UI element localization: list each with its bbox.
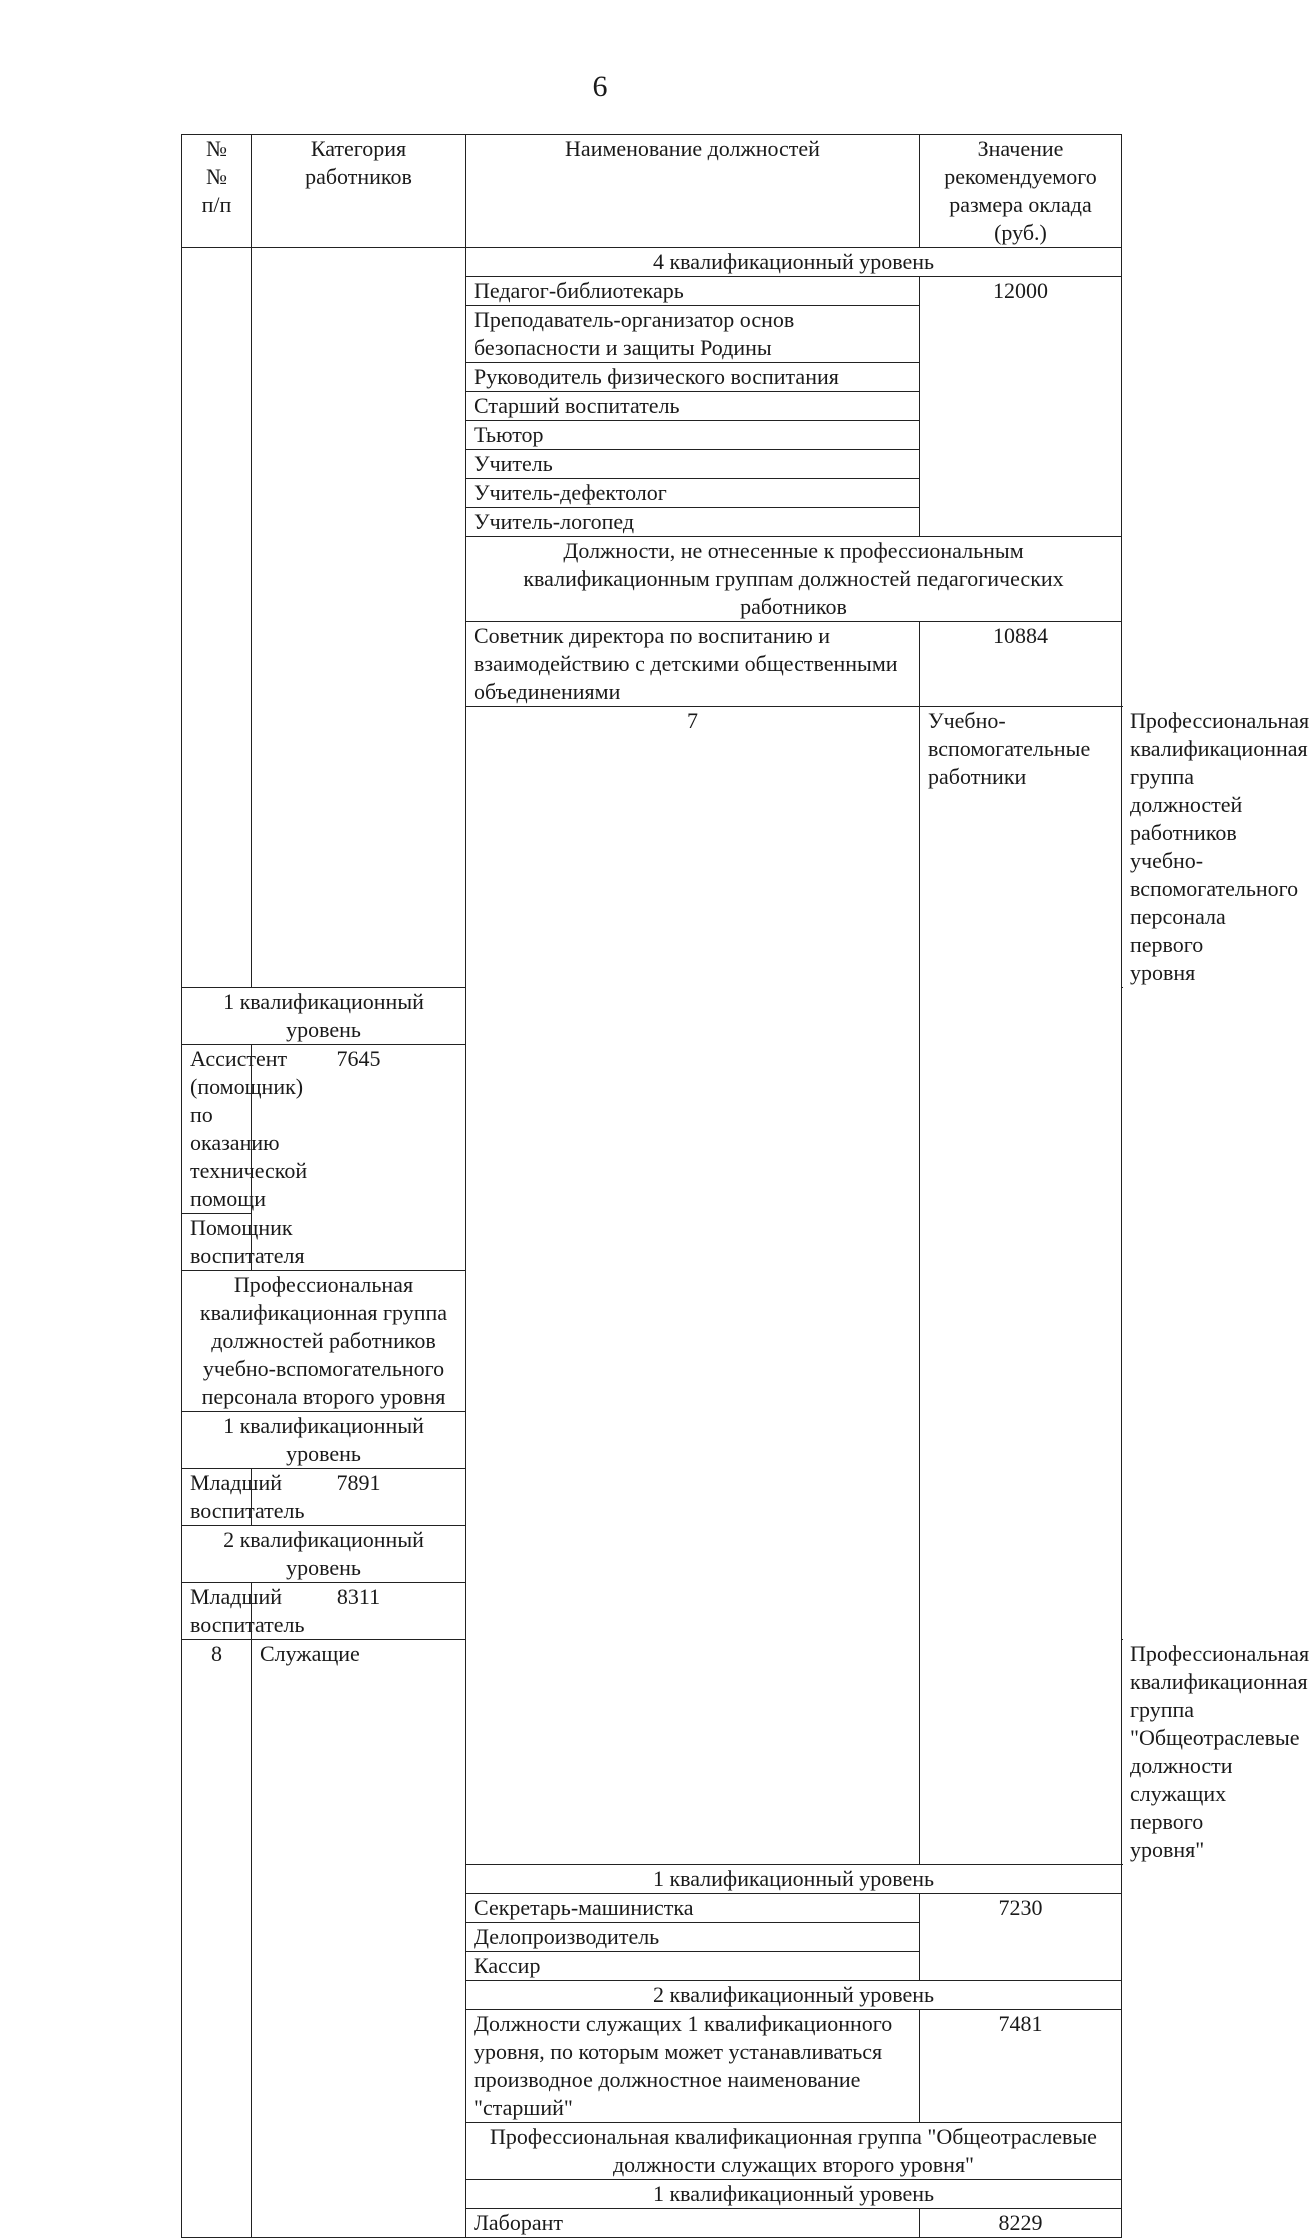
salary-cell: 7230 — [920, 1894, 1122, 1981]
position-cell: Преподаватель-организатор основ безопасности и защиты Родины — [466, 306, 920, 363]
qualification-level: 1 квалификационный уровень — [182, 1412, 466, 1469]
position-cell: Секретарь-машинистка — [466, 1894, 920, 1923]
qualification-level: 1 квалификационный уровень — [466, 1865, 1122, 1894]
position-cell: Руководитель физического воспитания — [466, 363, 920, 392]
position-cell: Кассир — [466, 1952, 920, 1981]
header-number — [182, 135, 252, 248]
header-salary-line: (руб.) — [994, 220, 1047, 245]
group-heading: Должности, не отнесенные к профессиональным квалификационным группам должностей педагогических работников — [466, 537, 1122, 622]
position-cell: Учитель — [466, 450, 920, 479]
page-number: 6 — [592, 70, 608, 103]
header-position: Наименование должностей — [466, 135, 920, 248]
salary-table — [181, 134, 1309, 2238]
header-category-line: работников — [305, 164, 412, 189]
position-cell: Лаборант — [466, 2209, 920, 2238]
salary-cell: 10884 — [920, 622, 1122, 707]
salary-cell: 7891 — [252, 1469, 466, 1526]
position-cell: Учитель-дефектолог — [466, 479, 920, 508]
category-cell: Учебно-вспомогательные работники — [920, 707, 1122, 1865]
category-cell — [252, 248, 466, 988]
header-salary-line: Значение — [977, 136, 1064, 161]
salary-cell: 12000 — [920, 277, 1122, 537]
table-row: 7 Учебно-вспомогательные работники Профессиональная квалификационная группа должностей работников учебно-вспомогательного персонала первого уровня — [182, 707, 1122, 988]
row-number-cell — [182, 248, 252, 988]
header-number-line: № — [206, 136, 227, 161]
row-number-cell: 7 — [466, 707, 920, 1865]
salary-cell: 8311 — [252, 1583, 466, 1640]
header-salary-line: размера оклада — [949, 192, 1092, 217]
qualification-level: 1 квалификационный уровень — [182, 988, 466, 1045]
position-cell: Младший воспитатель — [182, 1469, 252, 1526]
position-cell: Делопроизводитель — [466, 1923, 920, 1952]
header-salary-line: рекомендуемого — [944, 164, 1097, 189]
position-cell: Ассистент (помощник) по оказанию технической помощи — [182, 1045, 252, 1214]
group-heading: Профессиональная квалификационная группа должностей работников учебно-вспомогательного персонала второго уровня — [182, 1271, 466, 1412]
salary-cell: 7645 — [252, 1045, 466, 1271]
header-salary — [920, 135, 1122, 248]
group-heading: Профессиональная квалификационная группа "Общеотраслевые должности служащих второго уровня" — [466, 2123, 1122, 2180]
position-cell: Педагог-библиотекарь — [466, 277, 920, 306]
salary-cell: 7481 — [920, 2010, 1122, 2123]
category-cell: Служащие — [252, 1640, 466, 2238]
header-category-line: Категория — [310, 136, 407, 161]
position-cell: Старший воспитатель — [466, 392, 920, 421]
position-cell: Младший воспитатель — [182, 1583, 252, 1640]
table-header-row — [182, 135, 1122, 248]
header-category — [252, 135, 466, 248]
table-row: 8 Служащие Профессиональная квалификационная группа "Общеотраслевые должности служащих первого уровня" — [182, 1640, 1122, 1865]
position-cell: Учитель-логопед — [466, 508, 920, 537]
qualification-level: 4 квалификационный уровень — [466, 248, 1122, 277]
salary-cell: 8229 — [920, 2209, 1122, 2238]
position-cell: Должности служащих 1 квалификационного уровня, по которым может устанавливаться производное должностное наименование "старший" — [466, 2010, 920, 2123]
position-cell: Помощник воспитателя — [182, 1214, 252, 1271]
row-number-cell: 8 — [182, 1640, 252, 2238]
table-row — [182, 248, 1122, 277]
qualification-level: 2 квалификационный уровень — [466, 1981, 1122, 2010]
header-number-line: п/п — [201, 192, 232, 217]
header-number-line: № — [206, 164, 227, 189]
qualification-level: 1 квалификационный уровень — [466, 2180, 1122, 2209]
qualification-level: 2 квалификационный уровень — [182, 1526, 466, 1583]
position-cell: Тьютор — [466, 421, 920, 450]
position-cell: Советник директора по воспитанию и взаимодействию с детскими общественными объединениями — [466, 622, 920, 707]
